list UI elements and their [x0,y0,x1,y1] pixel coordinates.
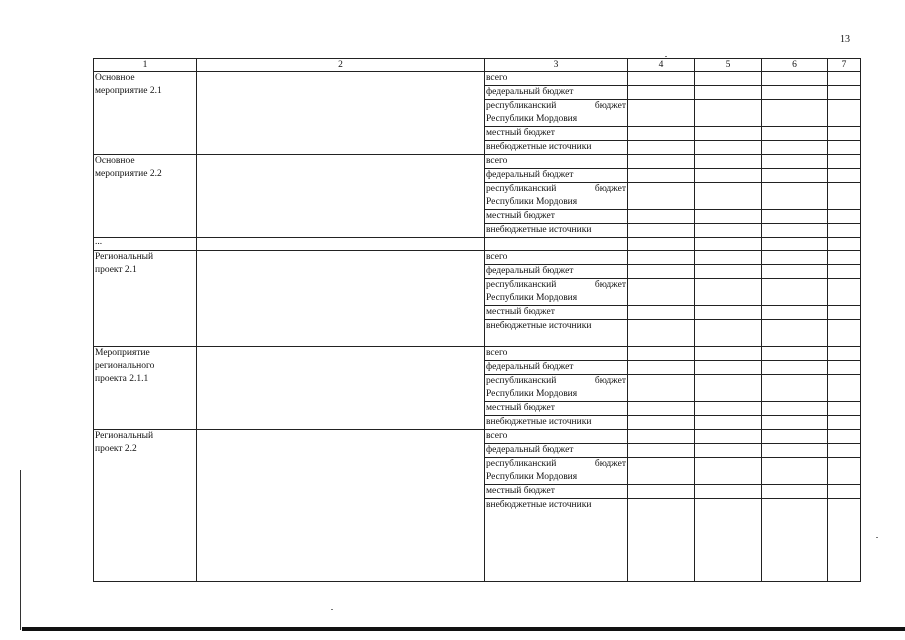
table-row [94,430,861,444]
source-line: республиканский бюджет [486,101,626,111]
funding-source-cell [485,279,628,306]
funding-source-cell: федеральный бюджет [485,265,628,279]
source-line: республиканский бюджет [486,376,626,386]
budget-table [93,58,861,582]
funding-source-cell: всего [485,347,628,361]
description-cell [197,251,485,347]
column-header: 1 [94,59,197,72]
description-cell [197,347,485,430]
measure-name-line: проект 2.2 [95,444,137,454]
description-cell [197,72,485,155]
source-line: Республики Мордовия [486,197,578,207]
scan-speck [876,537,878,538]
measure-name-line: проект 2.1 [95,265,137,275]
funding-source-cell: федеральный бюджет [485,86,628,100]
measure-name-cell [94,155,197,238]
measure-name-cell [94,251,197,347]
source-line: республиканский бюджет [486,459,626,469]
funding-source-cell: федеральный бюджет [485,169,628,183]
column-header: 6 [762,59,828,72]
description-cell [197,155,485,238]
column-number-row [94,59,861,72]
column-header: 7 [828,59,861,72]
measure-name-cell [94,72,197,155]
measure-name-line: Основное [95,73,135,83]
table-row [94,72,861,86]
funding-source-cell: местный бюджет [485,485,628,499]
source-line: Республики Мордовия [486,472,578,482]
source-line: республиканский бюджет [486,184,626,194]
measure-name-line: мероприятие 2.2 [95,169,162,179]
measure-name-cell [94,430,197,582]
funding-source-cell: всего [485,430,628,444]
funding-source-cell: внебюджетные источники [485,224,628,238]
page-edge-line [20,470,21,630]
funding-source-cell: всего [485,72,628,86]
scan-border-bar [22,627,905,631]
page-number: 13 [840,34,850,45]
measure-name-line: Основное [95,156,135,166]
table-row [94,238,861,251]
measure-name-line: регионального [95,361,155,371]
funding-source-cell [485,100,628,127]
scan-speck [331,609,333,610]
table-row [94,347,861,361]
source-line: Республики Мордовия [486,293,578,303]
ellipsis-cell: ... [94,238,197,251]
funding-source-cell: всего [485,155,628,169]
funding-source-cell [485,183,628,210]
funding-source-cell: местный бюджет [485,210,628,224]
measure-name-line: проекта 2.1.1 [95,374,149,384]
funding-source-cell: местный бюджет [485,127,628,141]
funding-source-cell: федеральный бюджет [485,444,628,458]
column-header: 2 [197,59,485,72]
source-line: Республики Мордовия [486,114,578,124]
measure-name-line: мероприятие 2.1 [95,86,162,96]
measure-name-line: Мероприятие [95,348,150,358]
funding-source-cell: местный бюджет [485,306,628,320]
funding-source-cell: внебюджетные источники [485,320,628,347]
column-header: 5 [695,59,762,72]
table-row [94,251,861,265]
funding-source-cell: местный бюджет [485,402,628,416]
column-header: 3 [485,59,628,72]
funding-source-cell [485,375,628,402]
source-line: Республики Мордовия [486,389,578,399]
funding-source-cell: всего [485,251,628,265]
funding-source-cell: федеральный бюджет [485,361,628,375]
table-row [94,155,861,169]
funding-source-cell: внебюджетные источники [485,416,628,430]
description-cell [197,430,485,582]
measure-name-line: Региональный [95,431,154,441]
column-header: 4 [628,59,695,72]
measure-name-line: Региональный [95,252,154,262]
source-line: республиканский бюджет [486,280,626,290]
scan-speck [665,56,667,57]
funding-source-cell: внебюджетные источники [485,499,628,582]
funding-source-cell [485,458,628,485]
funding-source-cell: внебюджетные источники [485,141,628,155]
measure-name-cell [94,347,197,430]
